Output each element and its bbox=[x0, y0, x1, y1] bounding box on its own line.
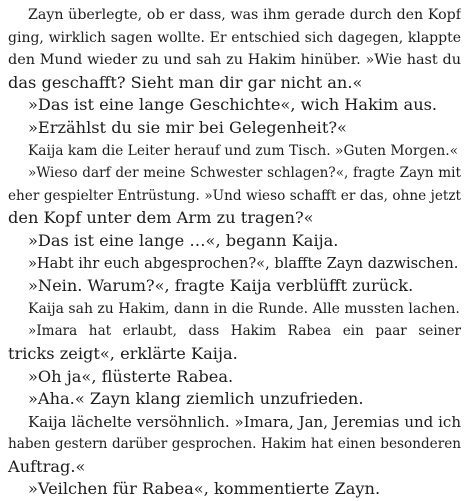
text-line: »Wieso darf der meine Schwester schlagen?«, fragte Zayn mit bbox=[28, 165, 461, 182]
text-line: »Aha.« Zayn klang ziemlich unzufrieden. bbox=[28, 389, 364, 409]
text-line: eher gespielter Entrüstung. »Und wieso schafft er das, ohne jetzt bbox=[8, 187, 461, 204]
text-line: den Kopf unter dem Arm zu tragen?« bbox=[8, 208, 314, 228]
text-line: Zayn überlegte, ob er dass, was ihm gerade durch den Kopf bbox=[28, 7, 461, 23]
text-line: den Mund wieder zu und sah zu Hakim hinüber. »Wie hast du bbox=[8, 52, 461, 69]
text-line: »Imara hat erlaubt, dass Hakim Rabea ein paar seiner bbox=[28, 323, 461, 340]
text-line: »Veilchen für Rabea«, kommentierte Zayn. bbox=[28, 479, 381, 499]
text-line: »Das ist eine lange …«, begann Kaija. bbox=[28, 230, 339, 250]
text-line: Auftrag.« bbox=[8, 456, 86, 476]
text-line: »Erzählst du sie mir bei Gelegenheit?« bbox=[28, 117, 347, 137]
text-line: das geschafft? Sieht man dir gar nicht an.« bbox=[8, 72, 363, 92]
text-line: Kaija kam die Leiter herauf und zum Tisch. »Guten Morgen.« bbox=[28, 142, 459, 159]
text-line: tricks zeigt«, erklärte Kaija. bbox=[8, 343, 238, 363]
text-line: haben gestern darüber gesprochen. Hakim hat einen besonderen bbox=[8, 436, 461, 453]
text-line: ging, wirklich sagen wollte. Er entschied sich dagegen, klappte bbox=[8, 29, 461, 46]
text-line: Kaija lächelte versöhnlich. »Imara, Jan, Jeremias und ich bbox=[28, 412, 461, 431]
text-line: Kaija sah zu Hakim, dann in die Runde. Alle mussten lachen. bbox=[28, 300, 460, 317]
text-line: »Das ist eine lange Geschichte«, wich Hakim aus. bbox=[28, 95, 438, 115]
text-line: »Oh ja«, flüsterte Rabea. bbox=[28, 366, 234, 386]
text-body bbox=[8, 4, 461, 501]
text-line: »Habt ihr euch abgesprochen?«, blaffte Zayn dazwischen. bbox=[28, 254, 459, 272]
text-line: »Nein. Warum?«, fragte Kaija verblüfft zurück. bbox=[28, 276, 414, 296]
